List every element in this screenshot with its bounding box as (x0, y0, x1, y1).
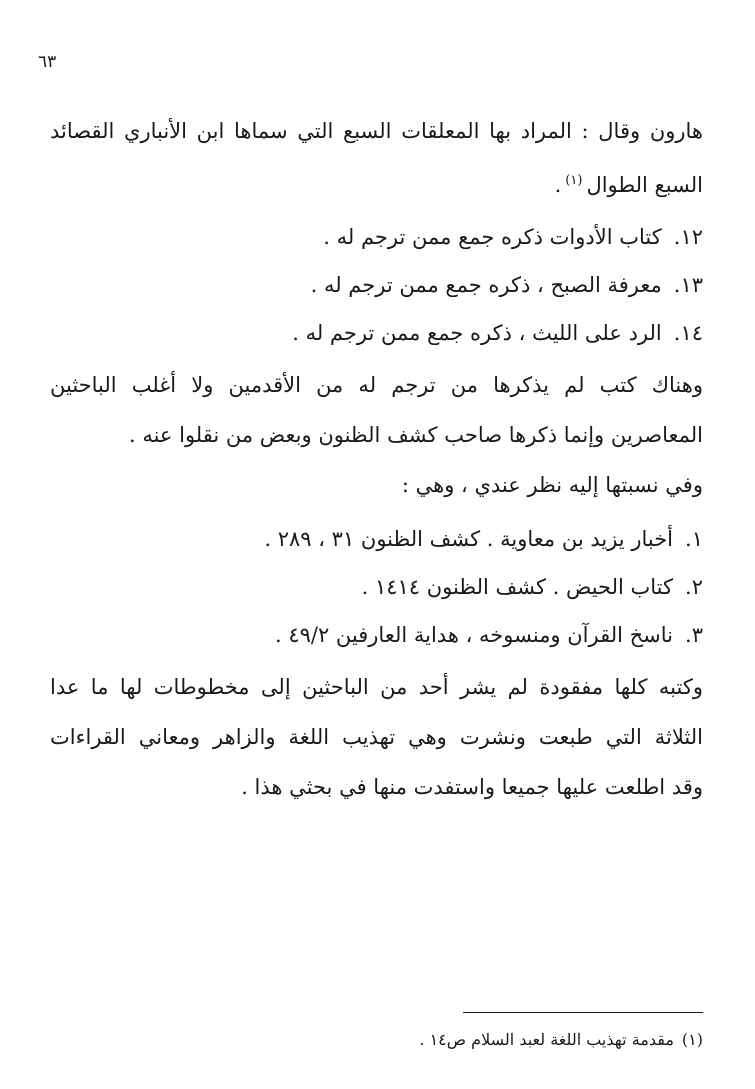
footnote (419, 1028, 703, 1052)
paragraph-2-line-2: المعاصرين وإنما ذكرها صاحب كشف الظنون وبعض من نقلوا عنه . (128, 423, 703, 447)
footnote-divider (463, 1012, 703, 1013)
list-item-number: ١. (685, 527, 703, 551)
paragraph-1-line-1: هارون وقال : المراد بها المعلقات السبع التي سماها ابن الأنباري القصائد (50, 119, 703, 143)
list-item (362, 572, 703, 602)
list-item (311, 270, 703, 300)
list-item-text: الرد على الليث ، ذكره جمع ممن ترجم له . (292, 321, 662, 345)
list-item (323, 222, 703, 252)
list-item-text: ناسخ القرآن ومنسوخه ، هداية العارفين ٤٩/٢ . (274, 623, 674, 647)
list-item-number: ٢. (685, 575, 703, 599)
list-item-text: معرفة الصبح ، ذكره جمع ممن ترجم له . (310, 273, 662, 297)
list-item (275, 620, 703, 650)
paragraph-2-line-1: وهناك كتب لم يذكرها من ترجم له من الأقدمين ولا أغلب الباحثين (50, 373, 703, 397)
paragraph-3-line-1: وكتبه كلها مفقودة لم يشر أحد من الباحثين إلى مخطوطات لها ما عدا (50, 675, 703, 699)
list-item-text: أخبار يزيد بن معاوية . كشف الظنون ٣١ ، ٢٨٩ . (264, 527, 674, 551)
list-item-number: ١٤. (673, 321, 703, 345)
list-item (264, 524, 703, 554)
list-item-text: كتاب الحيض . كشف الظنون ١٤١٤ . (361, 575, 674, 599)
paragraph-1-line-2 (555, 166, 703, 200)
list-item-number: ١٣. (673, 273, 703, 297)
paragraph-2-line-3: وفي نسبتها إليه نظر عندي ، وهي : (401, 473, 703, 497)
paragraph-3-line-2: الثلاثة التي طبعت ونشرت وهي تهذيب اللغة والزاهر ومعاني القراءات (50, 725, 703, 749)
list-item-number: ٣. (685, 623, 703, 647)
list-item-text: كتاب الأدوات ذكره جمع ممن ترجم له . (323, 225, 662, 249)
paragraph-1-line-2-end: . (554, 173, 562, 197)
paragraph-1-line-2-text: السبع الطوال (586, 173, 703, 197)
footnote-text: مقدمة تهذيب اللغة لعبد السلام ص١٤ . (419, 1030, 674, 1049)
footnote-reference[interactable]: (١) (565, 173, 583, 188)
page-number: ٦٣ (38, 52, 57, 72)
list-item-number: ١٢. (673, 225, 703, 249)
paragraph-3-line-3: وقد اطلعت عليها جميعا واستفدت منها في بحثي هذا . (241, 775, 703, 799)
list-item (292, 318, 703, 348)
footnote-number: (١) (681, 1030, 703, 1049)
